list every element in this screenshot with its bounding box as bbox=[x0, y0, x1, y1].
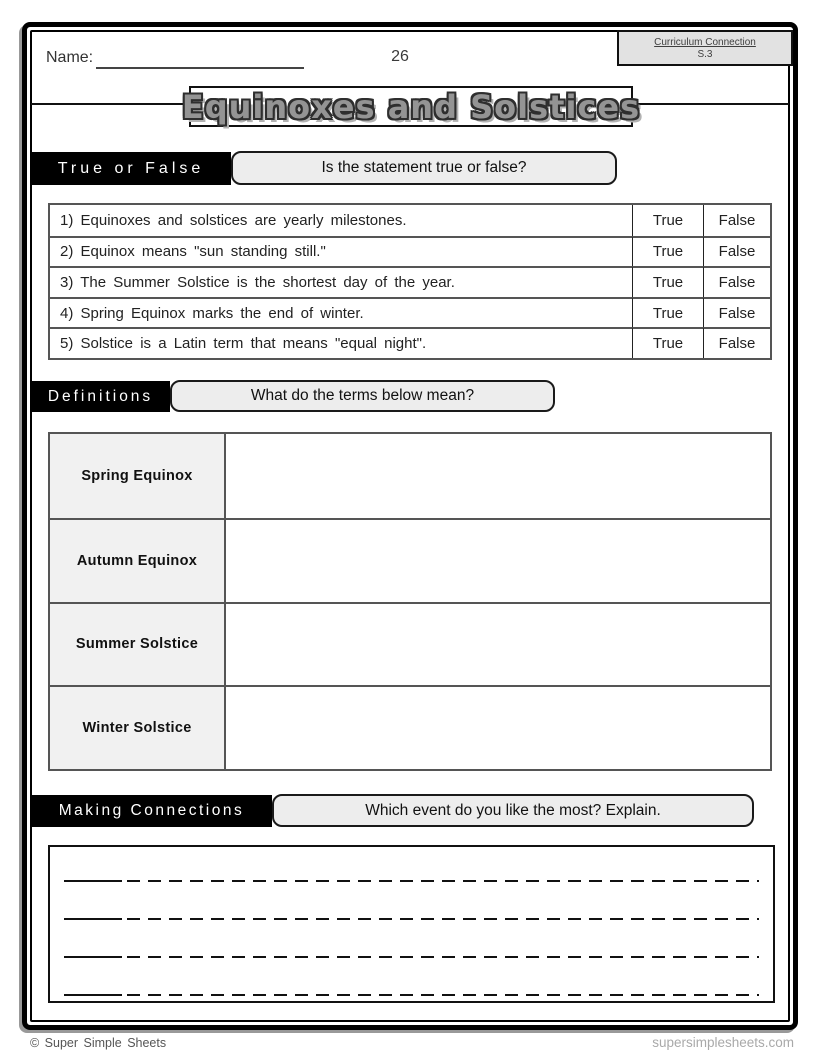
tf-true-option-2[interactable]: True bbox=[632, 236, 703, 267]
definitions-prompt: What do the terms below mean? bbox=[170, 380, 555, 412]
answer-area-spring-equinox[interactable] bbox=[226, 434, 770, 518]
page-title: Equinoxes and Solstices bbox=[181, 87, 641, 126]
section-banner-true-or-false: True or False bbox=[31, 152, 231, 185]
tf-true-option-4[interactable]: True bbox=[632, 297, 703, 328]
page-number: 26 bbox=[391, 48, 409, 65]
writing-line-3[interactable] bbox=[64, 956, 759, 958]
free-response-writing-area[interactable] bbox=[48, 845, 775, 1003]
answer-area-winter-solstice[interactable] bbox=[226, 685, 770, 769]
writing-line-4[interactable] bbox=[64, 994, 759, 996]
term-spring-equinox: Spring Equinox bbox=[50, 434, 226, 518]
term-winter-solstice: Winter Solstice bbox=[50, 685, 226, 769]
curriculum-connection-box bbox=[617, 30, 793, 66]
term-autumn-equinox: Autumn Equinox bbox=[50, 518, 226, 602]
tf-false-option-1[interactable]: False bbox=[703, 205, 770, 236]
definitions-table bbox=[48, 432, 772, 771]
website-link[interactable]: supersimplesheets.com bbox=[652, 1035, 794, 1050]
true-false-table bbox=[48, 203, 772, 360]
curriculum-connection-label: Curriculum Connection bbox=[654, 36, 756, 48]
writing-line-1[interactable] bbox=[64, 880, 759, 882]
tf-true-option-3[interactable]: True bbox=[632, 266, 703, 297]
section-banner-definitions: Definitions bbox=[31, 381, 170, 412]
tf-false-option-2[interactable]: False bbox=[703, 236, 770, 267]
name-label: Name: bbox=[46, 49, 94, 66]
title-box bbox=[181, 86, 641, 127]
tf-true-option-1[interactable]: True bbox=[632, 205, 703, 236]
tf-statement-3: 3) The Summer Solstice is the shortest day of the year. bbox=[50, 266, 632, 297]
curriculum-code: S.3 bbox=[697, 48, 713, 60]
true-or-false-prompt: Is the statement true or false? bbox=[231, 151, 617, 185]
answer-area-autumn-equinox[interactable] bbox=[226, 518, 770, 602]
copyright-text: © Super Simple Sheets bbox=[30, 1036, 167, 1050]
tf-statement-1: 1) Equinoxes and solstices are yearly milestones. bbox=[60, 211, 407, 229]
writing-line-2[interactable] bbox=[64, 918, 759, 920]
name-blank-line[interactable] bbox=[96, 67, 304, 69]
tf-true-option-5[interactable]: True bbox=[632, 327, 703, 358]
tf-statement-4: 4) Spring Equinox marks the end of winter. bbox=[50, 297, 632, 328]
answer-area-summer-solstice[interactable] bbox=[226, 602, 770, 686]
tf-false-option-5[interactable]: False bbox=[703, 327, 770, 358]
section-banner-making-connections: Making Connections bbox=[31, 795, 272, 827]
term-summer-solstice: Summer Solstice bbox=[50, 602, 226, 686]
tf-statement-5: 5) Solstice is a Latin term that means "equal night". bbox=[50, 327, 632, 358]
tf-statement-2: 2) Equinox means "sun standing still." bbox=[50, 236, 632, 267]
tf-false-option-4[interactable]: False bbox=[703, 297, 770, 328]
tf-false-option-3[interactable]: False bbox=[703, 266, 770, 297]
making-connections-prompt: Which event do you like the most? Explain. bbox=[272, 794, 754, 827]
